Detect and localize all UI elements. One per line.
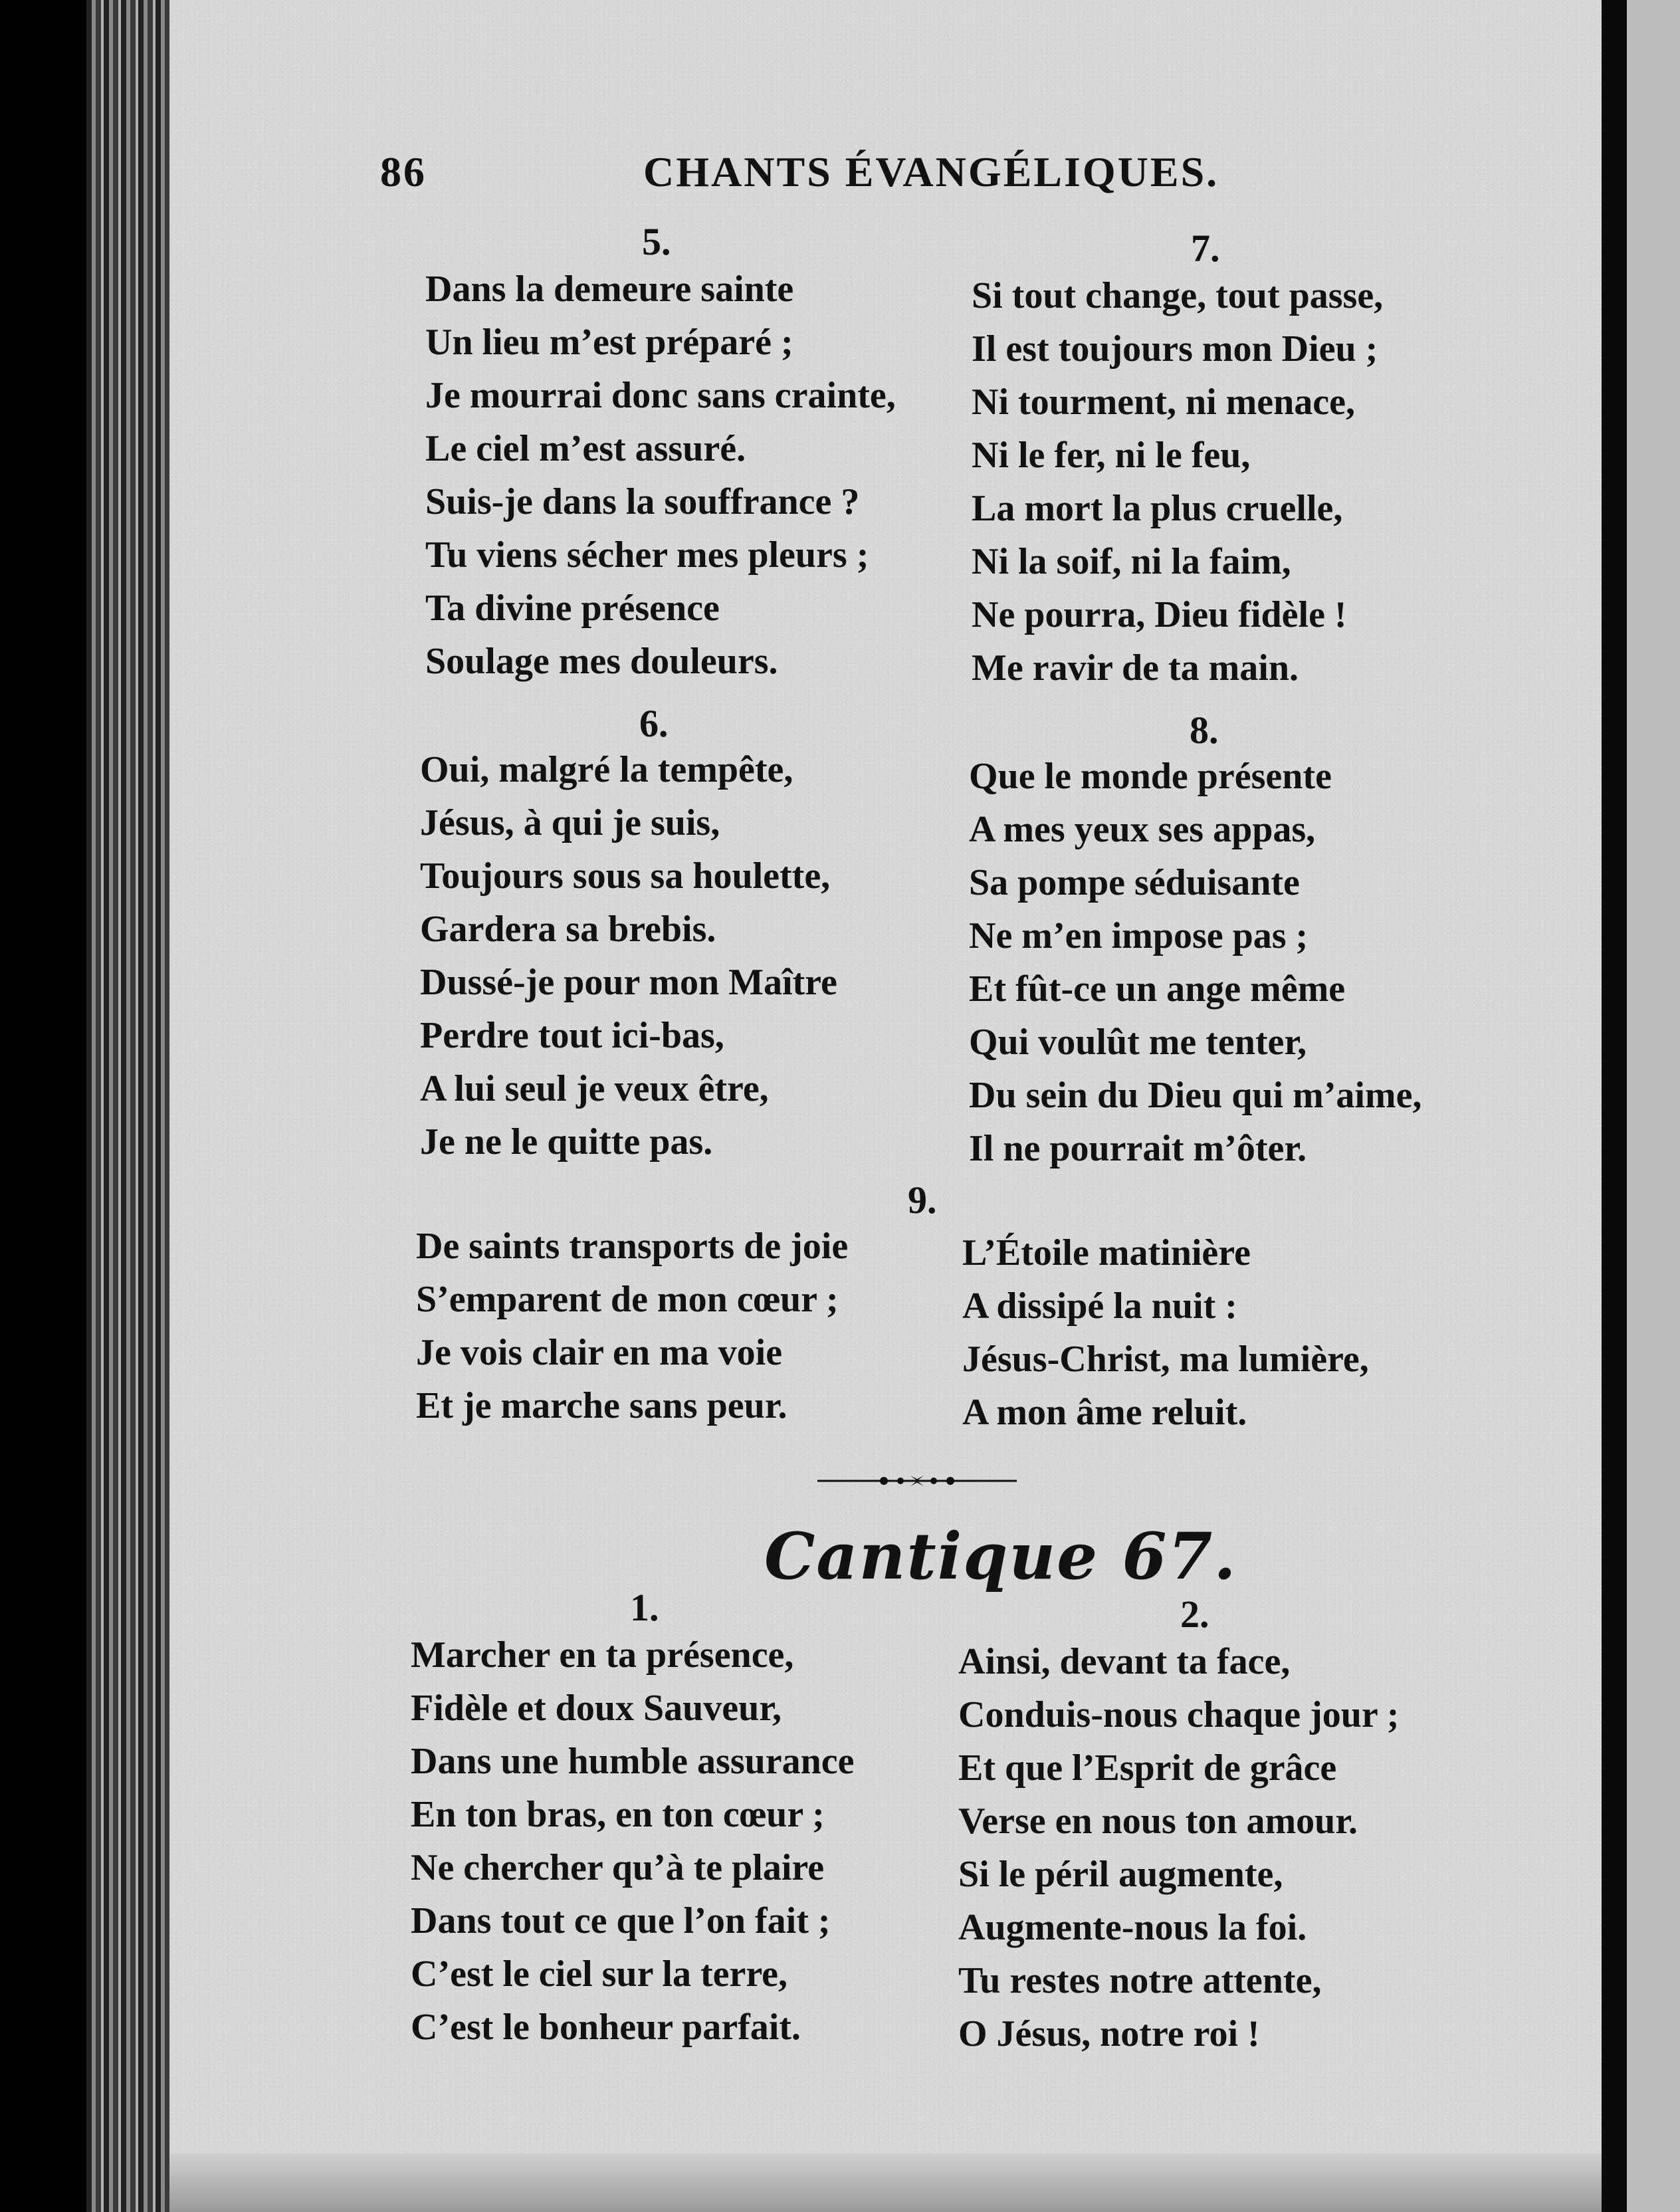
verse-line: En ton bras, en ton cœur ; <box>411 1794 825 1835</box>
verse-line: S’emparent de mon cœur ; <box>416 1279 839 1320</box>
verse-line: A dissipé la nuit : <box>962 1285 1237 1327</box>
page-number: 86 <box>380 148 427 195</box>
facing-page-edge <box>1627 0 1680 2212</box>
verse-line: L’Étoile matinière <box>962 1232 1251 1273</box>
binding-gutter <box>1602 0 1627 2212</box>
verse-line: C’est le ciel sur la terre, <box>411 1953 788 1995</box>
page-edges <box>86 0 169 2212</box>
verse-line: Ta divine présence <box>425 588 720 629</box>
verse-line: Augmente-nous la foi. <box>958 1907 1307 1948</box>
verse-line: Si tout change, tout passe, <box>972 275 1384 316</box>
verse-line: Conduis-nous chaque jour ; <box>958 1694 1400 1735</box>
stanza-number: 8. <box>1190 709 1219 752</box>
verse-line: Et que l’Esprit de grâce <box>958 1747 1337 1789</box>
stanza-7 <box>972 269 1383 695</box>
verse-line: Dans tout ce que l’on fait ; <box>411 1900 831 1941</box>
verse-line: Ne pourra, Dieu fidèle ! <box>972 594 1347 635</box>
verse-line: C’est le bonheur parfait. <box>411 2007 801 2048</box>
verse-line: Un lieu m’est préparé ; <box>425 322 793 363</box>
verse-line: Me ravir de ta main. <box>972 647 1299 689</box>
verse-line: Toujours sous sa houlette, <box>420 855 831 897</box>
verse-line: Ni le fer, ni le feu, <box>972 435 1251 476</box>
hymn-title: Cantique 67. <box>764 1519 1237 1594</box>
stanza-number: 7. <box>1191 227 1220 270</box>
stanza-number: 6. <box>639 702 669 745</box>
verse-line: Qui voulût me tenter, <box>969 1022 1307 1063</box>
verse-line: Suis-je dans la souffrance ? <box>425 481 860 522</box>
verse-line: Dans une humble assurance <box>411 1741 855 1782</box>
verse-line: Oui, malgré la tempête, <box>420 749 793 790</box>
verse-line: A mes yeux ses appas, <box>969 809 1316 850</box>
verse-line: Si le péril augmente, <box>958 1854 1283 1895</box>
page-bottom-shade <box>169 2154 1602 2212</box>
verse-line: Ne m’en impose pas ; <box>969 915 1309 956</box>
verse-line: Et fût-ce un ange même <box>969 968 1346 1010</box>
stanza-8 <box>969 750 1421 1175</box>
verse-line: Ni tourment, ni menace, <box>972 382 1356 423</box>
stanza-number: 1. <box>630 1586 659 1629</box>
verse-line: Gardera sa brebis. <box>420 909 716 950</box>
stanza-5 <box>425 263 896 688</box>
stanza-9-right <box>962 1226 1369 1439</box>
verse-line: Sa pompe séduisante <box>969 862 1300 903</box>
verse-line: A lui seul je veux être, <box>420 1068 769 1109</box>
verse-line: Le ciel m’est assuré. <box>425 428 746 469</box>
verse-line: Du sein du Dieu qui m’aime, <box>969 1075 1422 1116</box>
verse-line: La mort la plus cruelle, <box>972 488 1343 529</box>
verse-line: Ainsi, devant ta face, <box>958 1641 1291 1682</box>
verse-line: Que le monde présente <box>969 756 1332 797</box>
stanza-number: 5. <box>642 220 671 263</box>
running-title: CHANTS ÉVANGÉLIQUES. <box>643 148 1219 195</box>
hymn-stanza-1 <box>411 1628 854 2054</box>
verse-line: A mon âme reluit. <box>962 1392 1247 1433</box>
verse-line: Soulage mes douleurs. <box>425 641 778 682</box>
verse-line: Dussé-je pour mon Maître <box>420 962 837 1003</box>
stanza-number: 9. <box>908 1178 937 1222</box>
verse-line: Jésus, à qui je suis, <box>420 802 720 843</box>
hymn-stanza-2 <box>958 1635 1399 2060</box>
stanza-9-left <box>416 1220 848 1432</box>
stanza-number: 2. <box>1180 1593 1209 1636</box>
verse-line: Je mourrai donc sans crainte, <box>425 375 896 416</box>
verse-line: Fidèle et doux Sauveur, <box>411 1688 782 1729</box>
verse-line: Je vois clair en ma voie <box>416 1332 783 1373</box>
ornament-divider <box>817 1474 1017 1488</box>
verse-line: Ne chercher qu’à te plaire <box>411 1847 825 1888</box>
verse-line: Jésus-Christ, ma lumière, <box>962 1339 1369 1380</box>
stanza-6 <box>420 743 837 1168</box>
verse-line: Perdre tout ici-bas, <box>420 1015 724 1056</box>
verse-line: Il est toujours mon Dieu ; <box>972 328 1378 370</box>
verse-line: Dans la demeure sainte <box>425 269 794 310</box>
verse-line: Tu restes notre attente, <box>958 1960 1322 2001</box>
verse-line: Tu viens sécher mes pleurs ; <box>425 534 869 576</box>
verse-line: Marcher en ta présence, <box>411 1634 794 1676</box>
verse-line: Il ne pourrait m’ôter. <box>969 1128 1307 1169</box>
verse-line: O Jésus, notre roi ! <box>958 2013 1260 2054</box>
verse-line: Verse en nous ton amour. <box>958 1801 1358 1842</box>
verse-line: De saints transports de joie <box>416 1226 849 1267</box>
verse-line: Et je marche sans peur. <box>416 1385 788 1426</box>
verse-line: Ni la soif, ni la faim, <box>972 541 1291 582</box>
verse-line: Je ne le quitte pas. <box>420 1121 713 1162</box>
